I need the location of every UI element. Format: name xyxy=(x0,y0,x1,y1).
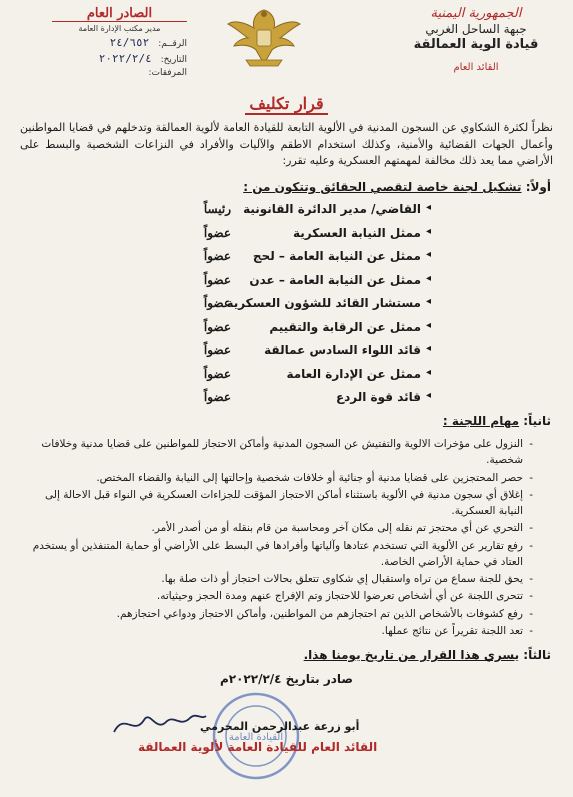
attach-label: المرفقات: xyxy=(148,68,187,78)
member-role: رئيساً xyxy=(203,202,231,216)
member-row xyxy=(0,320,573,342)
section-second-text: مهام اللجنة : xyxy=(442,414,520,428)
section-first xyxy=(243,180,551,194)
signer-title: القائد العام للقيادة العامة لألوية العمالقة xyxy=(138,740,378,754)
command-name: قيادة الوية العمالقة xyxy=(413,37,539,53)
member-name: ممثل عن الرقابة والتقييم xyxy=(269,319,421,334)
section-second-num: ثانياً: xyxy=(523,414,551,428)
bullet-icon: ◂ xyxy=(425,272,431,284)
ref-value: ٢٤/٦٥٢ xyxy=(109,36,150,49)
member-name: قائد اللواء السادس عمالقة xyxy=(264,343,421,357)
signer-name: أبو زرعة عبدالرحمن المحرمي xyxy=(200,720,360,733)
section-second xyxy=(443,414,551,428)
member-row xyxy=(0,343,573,365)
attach-row xyxy=(52,68,187,78)
bullet-icon: ◂ xyxy=(425,390,431,401)
outgoing-label: الصادر العام xyxy=(52,6,187,22)
header-right xyxy=(391,6,561,74)
member-row xyxy=(0,273,573,295)
member-role: عضواً xyxy=(203,225,231,240)
bullet-icon: ◂ xyxy=(425,202,431,213)
member-name: القاضي/ مدير الدائرة القانونية xyxy=(243,202,421,216)
decision-title-text: قرار تكليف xyxy=(245,94,327,115)
issue-date: صادر بتاريخ ٢٠٢٢/٢/٤م xyxy=(219,672,353,686)
bullet-icon: ◂ xyxy=(425,343,431,354)
commander-title: القائد العام xyxy=(453,61,499,73)
task-item: - تتحرى اللجنة عن أي أشخاص تعرضوا للاحتجاز وتم الإفراج عنهم ومدة الحجز وحيثياته. xyxy=(25,588,533,604)
member-role: عضواً xyxy=(203,296,231,310)
bullet-icon: ◂ xyxy=(425,249,431,260)
member-name: مستشار القائد للشؤون العسكرية xyxy=(226,296,421,310)
date-row xyxy=(52,52,187,65)
office-label: مدير مكتب الإدارة العامة xyxy=(78,24,161,33)
task-item: - النزول على مؤخرات الالوية والتفتيش عن السجون المدنية وأماكن الاحتجاز للمواطنين على قضايا مدنية وخلافات شخصية. xyxy=(25,436,533,469)
section-first-num: أولاً: xyxy=(525,180,551,194)
republic-name: الجمهورية اليمنية xyxy=(430,6,522,21)
member-row xyxy=(0,296,573,318)
official-stamp-icon xyxy=(210,690,302,782)
member-row xyxy=(0,226,573,248)
section-third xyxy=(304,648,551,662)
task-item: - حصر المحتجزين على قضايا مدنية أو جنائية أو خلافات شخصية وإحالتها إلى النيابة والقضاء المختص. xyxy=(25,470,533,486)
member-role: عضواً xyxy=(203,343,231,357)
intro-paragraph: نظراً لكثرة الشكاوي عن السجون المدنية في الألوية التابعة للقيادة العامة لألوية العمالقة وتدخلهم في قضايا المواطنين وأعمال الجهات القضائية والأمنية، وكذلك استخدام الاطقم والآليات والأفراد في النزاعات الشخصية والبسط على الأراضي مما يعد ذلك مخالفة لمهمتهم العسكرية وعليه تقرر: xyxy=(20,121,553,167)
member-name: ممثل عن النيابة العامة – لحج xyxy=(252,249,421,263)
member-name: ممثل النيابة العسكرية xyxy=(293,225,421,240)
front-name: جبهة الساحل الغربي xyxy=(425,22,527,37)
bullet-icon: ◂ xyxy=(425,296,431,307)
member-role: عضواً xyxy=(203,249,231,263)
stamp-text: القيادة العامة xyxy=(228,732,284,743)
section-third-text: يسري هذا القرار من تاريخ يومنا هذا. xyxy=(303,648,520,662)
member-row xyxy=(0,249,573,271)
task-item: - التحري عن أي محتجز تم نقله إلى مكان آخر ومحاسبة من قام بنقله أو من أصدر الأمر. xyxy=(25,520,533,536)
header-left xyxy=(52,6,187,78)
task-item: - رفع تقارير عن الألوية التي تستخدم عتادها وآلياتها وأفرادها في البسط على الأراضي أو حماية المتنفذين أو يستخدم العتاد في حماية الأراضي الخاصة. xyxy=(25,538,533,571)
bullet-icon: ◂ xyxy=(425,366,431,378)
ref-row xyxy=(52,36,187,49)
task-item: - رفع كشوفات بالأشخاص الذين تم احتجازهم من المواطنين، وأماكن الاحتجاز ودواعي احتجازهم. xyxy=(25,606,533,622)
task-item: - يحق للجنة سماع من تراه واستقبال إي شكاوى تتعلق بحالات احتجاز أو ذات صلة بها. xyxy=(25,571,533,587)
tasks-list xyxy=(25,436,533,640)
member-role: عضواً xyxy=(203,390,231,404)
section-first-text: تشكيل لجنة خاصة لتقصي الحقائق وتتكون من : xyxy=(243,180,522,194)
member-role: عضواً xyxy=(203,366,231,381)
section-third-num: ثالثاً: xyxy=(523,648,551,662)
member-role: عضواً xyxy=(203,272,231,287)
member-row xyxy=(0,202,573,224)
member-name: ممثل عن النيابة العامة – عدن xyxy=(249,272,421,287)
date-value: ٢٠٢٢/٢/٤ xyxy=(98,52,152,65)
task-item: - إغلاق أي سجون مدنية في الألوية باستثناء أماكن الاحتجاز المؤقت للجزاءات العسكرية في النواء قبل الاحالة إلى النيابة العسكرية. xyxy=(25,487,533,520)
signature-icon xyxy=(110,702,210,742)
member-role: عضواً xyxy=(203,319,231,334)
member-row xyxy=(0,367,573,389)
bullet-icon: ◂ xyxy=(425,225,431,237)
member-name: قائد قوة الردع xyxy=(335,390,421,404)
yemen-eagle-icon xyxy=(226,2,302,72)
date-label: التاريخ: xyxy=(160,55,187,65)
task-item: - تعد اللجنة تقريراً عن نتائج عملها. xyxy=(25,623,533,639)
decision-title xyxy=(0,94,573,113)
bullet-icon: ◂ xyxy=(425,319,431,331)
member-name: ممثل عن الإدارة العامة xyxy=(286,366,421,381)
member-row xyxy=(0,390,573,412)
ref-label: الرقــم: xyxy=(158,39,187,49)
